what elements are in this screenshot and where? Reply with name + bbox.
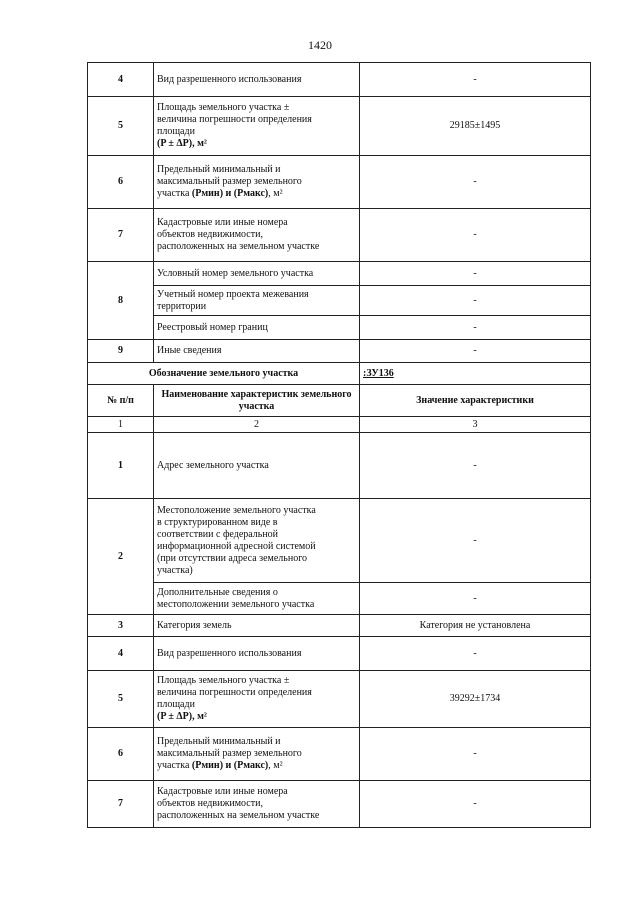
row-value: - [360,316,591,340]
column-number: 3 [360,417,591,433]
name-line: площади [157,126,195,137]
table-row [88,728,591,781]
column-header-value: Значение характеристики [360,385,591,417]
name-line: участка) [157,564,193,576]
name-line: в структурированном виде в [157,516,278,528]
row-value: - [360,340,591,363]
row-value: - [360,262,591,286]
row-name [154,781,360,828]
name-line: величина погрешности определения [157,687,312,698]
page-number: 1420 [308,38,332,52]
name-line: площади [157,699,195,710]
row-number: 7 [88,209,154,262]
row-value: - [360,583,591,615]
row-number: 4 [88,63,154,97]
table-row [88,340,591,363]
row-name: Иные сведения [154,340,360,363]
name-line: Площадь земельного участка ± [157,675,290,686]
row-value: - [360,728,591,781]
column-header-row [88,385,591,417]
name-tail-bold: (Рмин) и (Рмакс) [191,188,269,199]
row-value: - [360,156,591,209]
table-row [88,671,591,728]
column-number-row [88,417,591,433]
row-name [154,97,360,156]
table-row [88,97,591,156]
row-value: - [360,63,591,97]
table-row [88,583,591,615]
row-number: 4 [88,637,154,671]
plot-code: :ЗУ136 [360,363,591,385]
name-line: местоположении земельного участка [157,598,315,610]
name-line: Предельный минимальный и [157,164,281,175]
name-line: Кадастровые или иные номера [157,786,288,797]
row-name: Категория земель [154,615,360,637]
name-tail-pre: участка [157,188,192,199]
name-line: максимальный размер земельного [157,748,302,759]
row-value: 39292±1734 [360,671,591,728]
row-number: 5 [88,671,154,728]
name-tail-post: , м² [268,760,283,771]
name-line: максимальный размер земельного [157,176,302,187]
table-row [88,433,591,499]
row-value: - [360,781,591,828]
section-header-row [88,363,591,385]
name-line: величина погрешности определения [157,114,312,125]
name-line: расположенных на земельном участке [157,241,320,252]
name-formula: (P ± ΔP), м² [157,138,207,149]
table-row [88,637,591,671]
table-row [88,781,591,828]
name-line: соответствии с федеральной [157,528,279,540]
column-header-number: № п/п [88,385,154,417]
column-header-name: Наименование характеристик земельного участка [154,385,360,417]
row-value: - [360,286,591,316]
table-row [88,209,591,262]
row-value: - [360,209,591,262]
row-value: Категория не установлена [360,615,591,637]
table-row [88,156,591,209]
row-number: 2 [88,499,154,615]
table-row [88,286,591,316]
table-row [88,499,591,583]
table-row [88,615,591,637]
name-line: Местоположение земельного участка [157,504,316,516]
name-line: (при отсутствии адреса земельного [157,552,308,564]
name-line: Предельный минимальный и [157,736,281,747]
row-number: 6 [88,728,154,781]
row-name: Вид разрешенного использования [154,637,360,671]
column-number: 2 [154,417,360,433]
row-number: 7 [88,781,154,828]
row-value: - [360,433,591,499]
name-line: Дополнительные сведения о [157,586,278,598]
name-line: информационной адресной системой [157,540,316,552]
row-name [154,209,360,262]
table-row [88,262,591,286]
row-number: 5 [88,97,154,156]
row-name [154,156,360,209]
table-row [88,316,591,340]
name-tail-bold: (Рмин) и (Рмакс) [191,760,269,771]
name-line: территории [157,300,207,312]
row-number: 3 [88,615,154,637]
name-line [157,760,356,772]
name-line: объектов недвижимости, [157,798,263,809]
row-number: 8 [88,262,154,340]
name-tail-pre: участка [157,760,192,771]
row-name [154,671,360,728]
row-value: - [360,499,591,583]
name-line: Кадастровые или иные номера [157,217,288,228]
row-name [154,728,360,781]
row-name [154,286,360,316]
row-name: Реестровый номер границ [154,316,360,340]
land-plot-table [87,62,591,828]
row-number: 1 [88,433,154,499]
row-name [154,499,360,583]
table-row [88,63,591,97]
name-line [157,188,356,200]
row-name: Адрес земельного участка [154,433,360,499]
row-name: Условный номер земельного участка [154,262,360,286]
name-line: Учетный номер проекта межевания [157,288,309,300]
row-name: Вид разрешенного использования [154,63,360,97]
name-line: Площадь земельного участка ± [157,102,290,113]
section-title: Обозначение земельного участка [88,363,360,385]
name-line: расположенных на земельном участке [157,810,320,821]
row-number: 6 [88,156,154,209]
row-value: 29185±1495 [360,97,591,156]
row-name [154,583,360,615]
row-number: 9 [88,340,154,363]
name-tail-post: , м² [268,188,283,199]
column-number: 1 [88,417,154,433]
name-formula: (P ± ΔP), м² [157,711,207,722]
name-line: объектов недвижимости, [157,229,263,240]
row-value: - [360,637,591,671]
